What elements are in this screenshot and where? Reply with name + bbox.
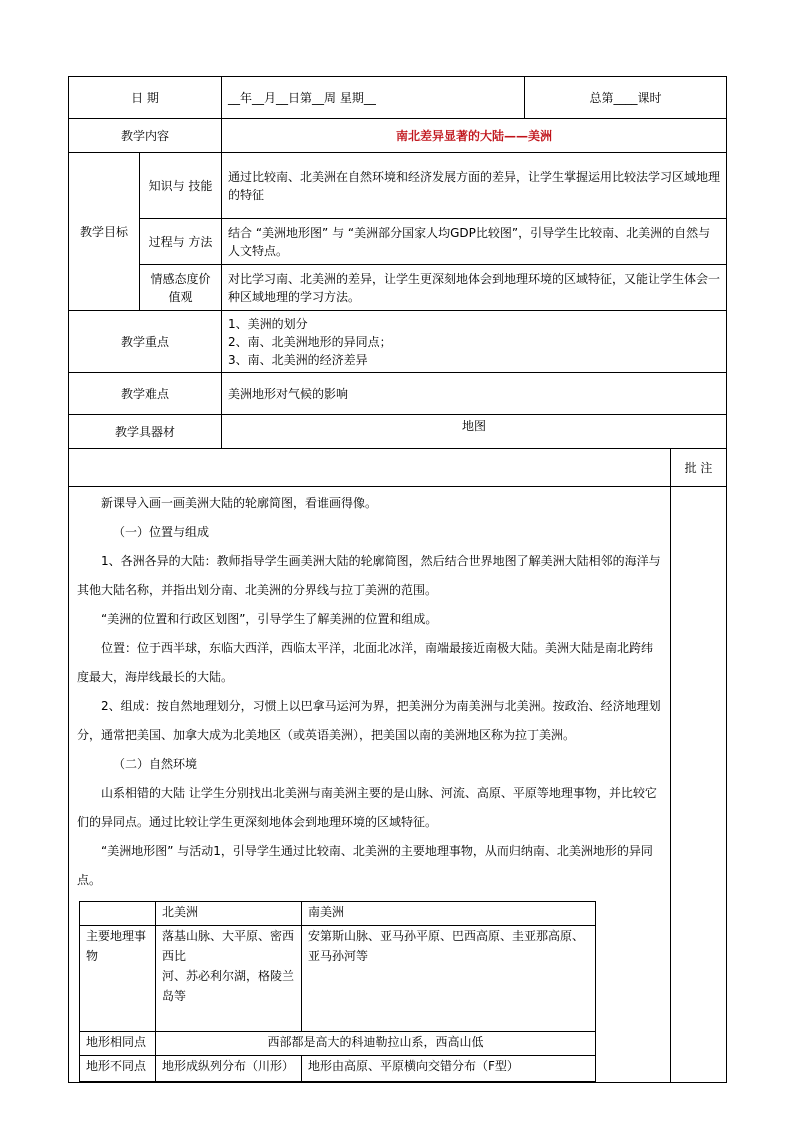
goal-name: 知识与 技能 (140, 153, 222, 219)
south-features: 安第斯山脉、亚马孙平原、巴西高原、圭亚那高原、亚马孙河等 (302, 926, 596, 1032)
key-points-label: 教学重点 (69, 311, 222, 373)
comparison-row-features (80, 926, 596, 1032)
equipment-row (69, 415, 727, 449)
column-header-south: 南美洲 (302, 902, 596, 926)
row-label: 主要地理事物 (80, 926, 156, 1032)
body-paragraph: 1、各洲各异的大陆：教师指导学生画美洲大陆的轮廓简图，然后结合世界地图了解美洲大陆相邻的海洋与其他大陆名称，并指出划分南、北美洲的分界线与拉丁美洲的范围。 (77, 554, 661, 597)
column-header-north: 北美洲 (156, 902, 302, 926)
key-point-item: 2、南、北美洲地形的异同点； (228, 334, 392, 349)
body-paragraph: “美洲地形图” 与活动1，引导学生通过比较南、北美洲的主要地理事物，从而归纳南、北美洲地形的异同点。 (77, 844, 653, 887)
goal-row-attitude (69, 265, 727, 311)
comparison-table (79, 901, 596, 1082)
annotation-header-row (69, 449, 727, 487)
row-label: 地形不同点 (80, 1056, 156, 1082)
annotation-label: 批 注 (671, 449, 727, 487)
date-value: __年__月__日第__周 星期__ (222, 77, 525, 119)
goal-name: 过程与 方法 (140, 219, 222, 265)
body-paragraph: 位置：位于西半球，东临大西洋，西临太平洋，北面北冰洋，南端最接近南极大陆。美洲大陆是南北跨纬度最大，海岸线最长的大陆。 (77, 641, 654, 684)
difficulty-text: 美洲地形对气候的影响 (222, 373, 727, 415)
body-paragraph: 山系相错的大陆 让学生分别找出北美洲与南美洲主要的是山脉、河流、高原、平原等地理事物，并比较它们的异同点。通过比较让学生更深刻地体会到地理环境的区域特征。 (77, 786, 657, 829)
date-label: 日 期 (69, 77, 222, 119)
goal-text: 通过比较南、北美洲在自然环境和经济发展方面的差异，让学生掌握运用比较法学习区域地理的特征 (222, 153, 727, 219)
difficulty-label: 教学难点 (69, 373, 222, 415)
goal-row-knowledge (69, 153, 727, 219)
section-heading: （一）位置与组成 (113, 525, 210, 539)
similarity-text: 西部都是高大的科迪勒拉山系，西高山低 (156, 1032, 596, 1056)
body-paragraph: 2、组成：按自然地理划分，习惯上以巴拿马运河为界，把美洲分为南美洲与北美洲。按政治、经济地理划分，通常把美国、加拿大成为北美地区（或英语美洲），把美国以南的美洲地区称为拉丁美洲。 (77, 699, 661, 742)
key-points-list (222, 311, 727, 373)
lesson-count: 总第____课时 (525, 77, 727, 119)
goal-row-process (69, 219, 727, 265)
comparison-row-different (80, 1056, 596, 1082)
content-label: 教学内容 (69, 119, 222, 153)
key-point-item: 1、美洲的划分 (228, 316, 308, 331)
section-heading: （二）自然环境 (113, 757, 198, 771)
key-point-item: 3、南、北美洲的经济差异 (228, 352, 368, 367)
body-row (69, 487, 727, 1083)
equipment-text: 地图 (222, 415, 727, 449)
goals-label: 教学目标 (69, 153, 140, 311)
north-features-line: 河、苏必利尔湖，格陵兰岛等 (162, 969, 295, 1003)
comparison-row-similar (80, 1032, 596, 1056)
comparison-header-row (80, 902, 596, 926)
equipment-label: 教学具器材 (69, 415, 222, 449)
north-features-line: 落基山脉、大平原、密西西比 (162, 929, 295, 963)
goal-text: 对比学习南、北美洲的差异，让学生更深刻地体会到地理环境的区域特征，又能让学生体会一种区域地理的学习方法。 (222, 265, 727, 311)
blank-header-cell (69, 449, 671, 487)
lesson-body (69, 487, 671, 1083)
lesson-title: 南北差异显著的大陆——美洲 (222, 119, 727, 153)
difficulty-row (69, 373, 727, 415)
north-difference: 地形成纵列分布（川形） (156, 1056, 302, 1082)
south-difference: 地形由高原、平原横向交错分布（F型） (302, 1056, 596, 1082)
body-paragraph: 新课导入画一画美洲大陆的轮廓简图，看谁画得像。 (101, 496, 378, 510)
key-points-row (69, 311, 727, 373)
goal-text: 结合 “美洲地形图” 与 “美洲部分国家人均GDP比较图”，引导学生比较南、北美洲的自然与人文特点。 (222, 219, 727, 265)
blank-corner-cell (80, 902, 156, 926)
annotation-column (671, 487, 727, 1083)
date-row (69, 77, 727, 119)
goal-name: 情感态度价值观 (140, 265, 222, 311)
lesson-plan-table (68, 76, 727, 1083)
body-paragraph: “美洲的位置和行政区划图”，引导学生了解美洲的位置和组成。 (101, 612, 438, 626)
row-label: 地形相同点 (80, 1032, 156, 1056)
north-features (156, 926, 302, 1032)
content-row (69, 119, 727, 153)
